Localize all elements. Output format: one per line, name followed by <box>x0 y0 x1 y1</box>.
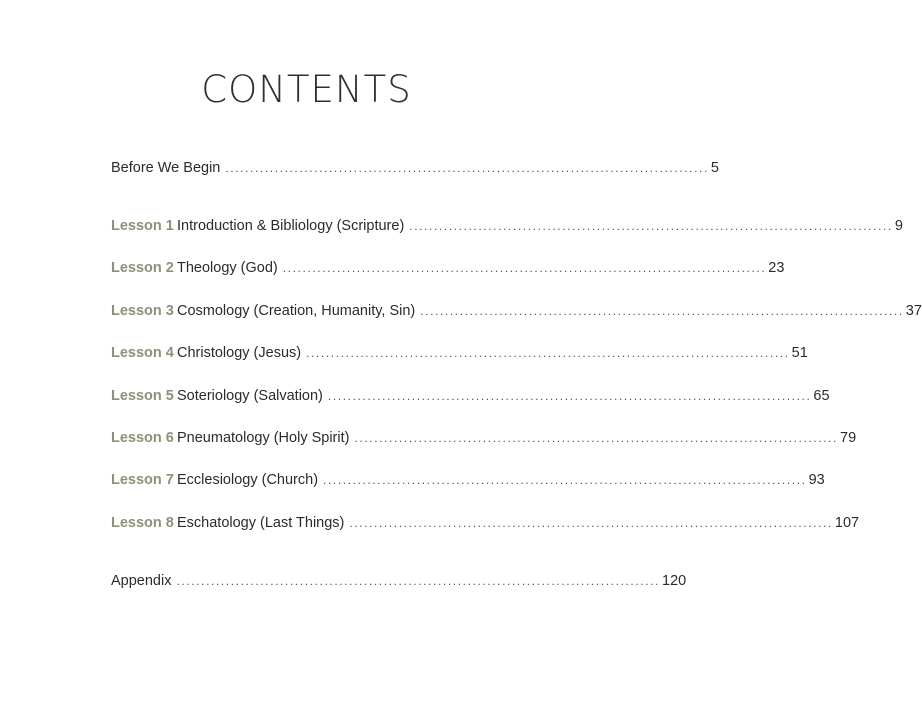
toc-entry-lesson-7[interactable] <box>111 470 825 490</box>
toc-entry-lesson-3[interactable] <box>111 301 922 321</box>
lesson-label: Lesson 6 <box>111 430 174 446</box>
lesson-label: Lesson 7 <box>111 472 174 488</box>
dot-leader: .................................................................................................. <box>349 516 833 530</box>
toc-entry-title: Pneumatology (Holy Spirit) <box>177 430 350 446</box>
toc-entry-title: Theology (God) <box>177 260 278 276</box>
lesson-label: Lesson 2 <box>111 260 174 276</box>
toc-entry-lesson-6[interactable] <box>111 428 857 448</box>
toc-page-number: 37 <box>905 303 922 319</box>
page-title: CONTENTS <box>201 68 412 111</box>
toc-page-number: 23 <box>768 260 785 276</box>
toc-page-number: 120 <box>662 573 687 589</box>
toc-page-number: 107 <box>834 515 860 531</box>
toc-entry-lesson-5[interactable] <box>111 386 830 406</box>
toc-entry-lesson-4[interactable] <box>111 343 808 363</box>
toc-page-number: 51 <box>791 345 808 361</box>
toc-entry-lesson-1[interactable] <box>111 216 903 236</box>
lesson-label: Lesson 5 <box>111 388 174 404</box>
toc-page-number: 65 <box>813 388 830 404</box>
toc-page-number: 79 <box>840 430 857 446</box>
dot-leader: .................................................................................................. <box>176 574 660 588</box>
toc-entry-lesson-8[interactable] <box>111 513 860 533</box>
dot-leader: .................................................................................................. <box>420 304 904 318</box>
dot-leader: .................................................................................................. <box>327 389 812 403</box>
toc-entry-title: Eschatology (Last Things) <box>177 515 345 531</box>
toc-entry-before-we-begin[interactable] <box>111 158 719 178</box>
lesson-label: Lesson 3 <box>111 303 174 319</box>
dot-leader: .................................................................................................. <box>323 473 807 487</box>
toc-entry-lesson-2[interactable] <box>111 258 785 278</box>
toc-entry-title: Christology (Jesus) <box>177 345 302 361</box>
toc-entry-title: Cosmology (Creation, Humanity, Sin) <box>177 303 416 319</box>
dot-leader: .................................................................................................. <box>306 346 790 360</box>
toc-entry-title: Before We Begin <box>111 160 221 176</box>
toc-entry-title: Appendix <box>111 573 172 589</box>
toc-page-number: 5 <box>710 160 719 176</box>
dot-leader: .................................................................................................. <box>282 261 767 275</box>
lesson-label: Lesson 4 <box>111 345 174 361</box>
toc-entry-title: Ecclesiology (Church) <box>177 472 319 488</box>
toc-entry-title: Soteriology (Salvation) <box>177 388 323 404</box>
toc-entry-appendix[interactable] <box>111 571 687 591</box>
toc-page-number: 9 <box>894 218 903 234</box>
lesson-label: Lesson 1 <box>111 218 174 234</box>
toc-entry-title: Introduction & Bibliology (Scripture) <box>177 218 405 234</box>
dot-leader: .................................................................................................. <box>225 161 709 175</box>
lesson-label: Lesson 8 <box>111 515 174 531</box>
dot-leader: .................................................................................................. <box>354 431 838 445</box>
toc-page-number: 93 <box>808 472 825 488</box>
dot-leader: .................................................................................................. <box>409 219 893 233</box>
